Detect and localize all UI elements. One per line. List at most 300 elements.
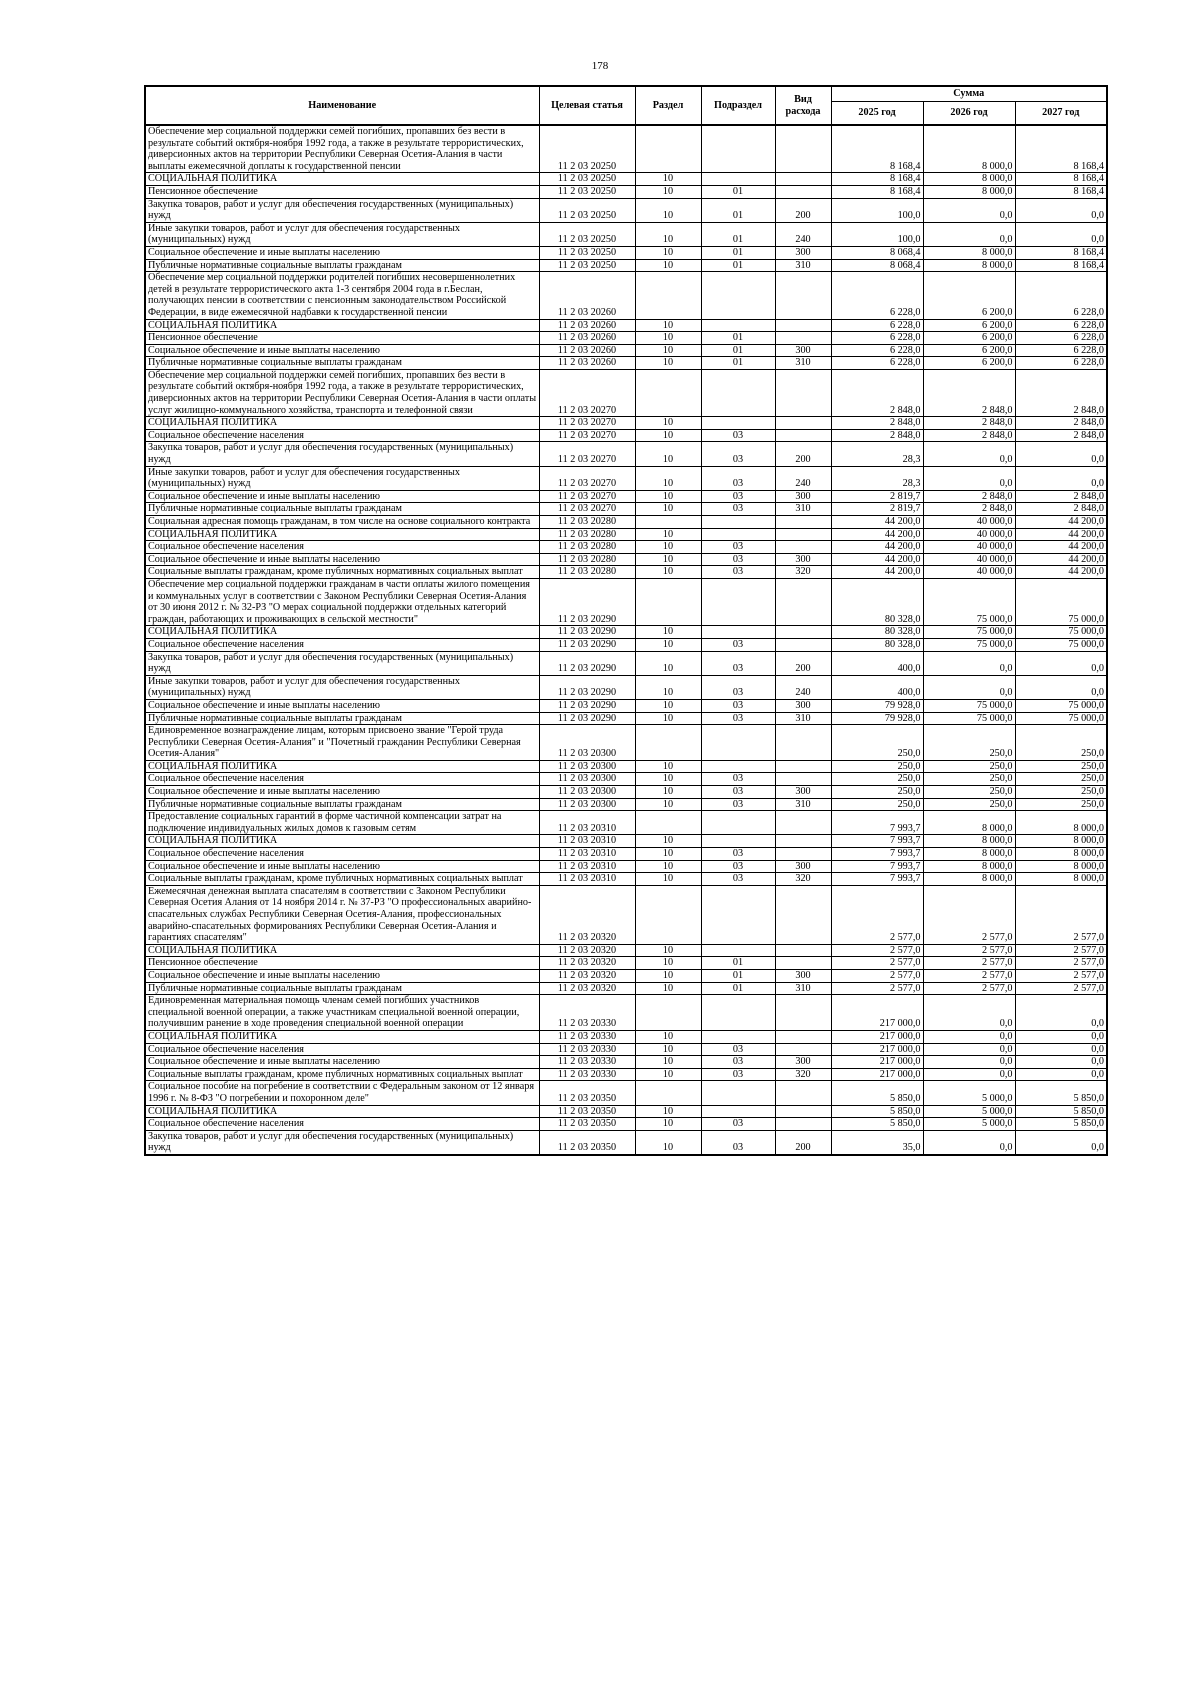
table-row	[145, 873, 1107, 886]
row-sum-2025: 80 328,0	[831, 578, 923, 625]
row-sum-2027: 75 000,0	[1015, 578, 1107, 625]
row-sum-2026: 0,0	[923, 675, 1015, 699]
row-sum-2027: 0,0	[1015, 1068, 1107, 1081]
table-row	[145, 503, 1107, 516]
row-target-article: 11 2 03 20270	[539, 466, 635, 490]
row-expense-type: 310	[775, 357, 831, 370]
row-section	[635, 811, 701, 835]
row-target-article: 11 2 03 20280	[539, 516, 635, 529]
row-sum-2026: 8 000,0	[923, 173, 1015, 186]
row-subsection	[701, 725, 775, 761]
header-expense-type: Вид расхода	[775, 86, 831, 125]
row-sum-2025: 8 168,4	[831, 185, 923, 198]
row-sum-2025: 8 168,4	[831, 125, 923, 173]
row-expense-type: 310	[775, 982, 831, 995]
row-section: 10	[635, 503, 701, 516]
row-target-article: 11 2 03 20290	[539, 699, 635, 712]
row-expense-type: 310	[775, 798, 831, 811]
row-expense-type	[775, 578, 831, 625]
row-section: 10	[635, 626, 701, 639]
row-sum-2026: 8 000,0	[923, 259, 1015, 272]
table-row	[145, 528, 1107, 541]
row-sum-2027: 6 228,0	[1015, 319, 1107, 332]
row-sum-2026: 0,0	[923, 1056, 1015, 1069]
row-sum-2027: 250,0	[1015, 786, 1107, 799]
row-sum-2026: 6 200,0	[923, 319, 1015, 332]
row-sum-2025: 5 850,0	[831, 1081, 923, 1105]
row-expense-type: 320	[775, 1068, 831, 1081]
row-target-article: 11 2 03 20260	[539, 344, 635, 357]
row-section: 10	[635, 429, 701, 442]
row-name: Социальное обеспечение населения	[145, 541, 539, 554]
row-sum-2025: 400,0	[831, 651, 923, 675]
row-sum-2026: 8 000,0	[923, 873, 1015, 886]
row-expense-type: 300	[775, 553, 831, 566]
row-sum-2025: 8 068,4	[831, 259, 923, 272]
row-sum-2025: 6 228,0	[831, 319, 923, 332]
row-target-article: 11 2 03 20290	[539, 638, 635, 651]
row-subsection: 03	[701, 490, 775, 503]
row-subsection: 03	[701, 553, 775, 566]
row-sum-2026: 2 577,0	[923, 885, 1015, 944]
table-row	[145, 185, 1107, 198]
row-name: СОЦИАЛЬНАЯ ПОЛИТИКА	[145, 944, 539, 957]
row-sum-2026: 5 000,0	[923, 1105, 1015, 1118]
row-subsection: 03	[701, 566, 775, 579]
row-sum-2027: 0,0	[1015, 1043, 1107, 1056]
row-sum-2025: 44 200,0	[831, 541, 923, 554]
row-sum-2027: 0,0	[1015, 198, 1107, 222]
row-sum-2025: 217 000,0	[831, 1068, 923, 1081]
row-name: Социальное обеспечение населения	[145, 848, 539, 861]
row-expense-type	[775, 1043, 831, 1056]
row-subsection	[701, 1030, 775, 1043]
row-section: 10	[635, 222, 701, 246]
table-row	[145, 1056, 1107, 1069]
row-section: 10	[635, 1030, 701, 1043]
row-section: 10	[635, 528, 701, 541]
row-name: СОЦИАЛЬНАЯ ПОЛИТИКА	[145, 626, 539, 639]
row-sum-2025: 8 068,4	[831, 246, 923, 259]
row-name: СОЦИАЛЬНАЯ ПОЛИТИКА	[145, 319, 539, 332]
table-row	[145, 173, 1107, 186]
row-section: 10	[635, 1105, 701, 1118]
row-sum-2027: 6 228,0	[1015, 332, 1107, 345]
row-subsection: 03	[701, 848, 775, 861]
row-expense-type	[775, 528, 831, 541]
row-sum-2026: 75 000,0	[923, 712, 1015, 725]
table-row	[145, 699, 1107, 712]
header-sum: Сумма	[831, 86, 1107, 101]
row-expense-type: 300	[775, 969, 831, 982]
row-sum-2026: 6 200,0	[923, 357, 1015, 370]
row-name: Публичные нормативные социальные выплаты гражданам	[145, 798, 539, 811]
row-name: Социальное обеспечение населения	[145, 1043, 539, 1056]
row-sum-2026: 40 000,0	[923, 541, 1015, 554]
row-sum-2025: 28,3	[831, 466, 923, 490]
row-subsection: 03	[701, 1043, 775, 1056]
row-name: СОЦИАЛЬНАЯ ПОЛИТИКА	[145, 760, 539, 773]
table-row	[145, 760, 1107, 773]
row-target-article: 11 2 03 20270	[539, 490, 635, 503]
row-sum-2026: 8 000,0	[923, 860, 1015, 873]
table-row	[145, 429, 1107, 442]
table-body	[145, 125, 1107, 1155]
row-sum-2027: 250,0	[1015, 760, 1107, 773]
row-sum-2027: 8 168,4	[1015, 246, 1107, 259]
row-sum-2025: 2 848,0	[831, 417, 923, 430]
row-target-article: 11 2 03 20270	[539, 369, 635, 416]
row-sum-2025: 2 577,0	[831, 982, 923, 995]
row-expense-type: 300	[775, 246, 831, 259]
row-section: 10	[635, 553, 701, 566]
row-name: Социальные выплаты гражданам, кроме публичных нормативных социальных выплат	[145, 1068, 539, 1081]
row-sum-2025: 28,3	[831, 442, 923, 466]
row-sum-2027: 2 577,0	[1015, 982, 1107, 995]
row-sum-2026: 2 848,0	[923, 503, 1015, 516]
row-expense-type	[775, 944, 831, 957]
row-sum-2026: 2 848,0	[923, 429, 1015, 442]
row-name: Единовременное вознаграждение лицам, которым присвоено звание "Герой труда Республики Северная Осетия-Алания" и "Почетный гражданин Республики Северная Осетия-Алания"	[145, 725, 539, 761]
row-section	[635, 125, 701, 173]
row-subsection: 03	[701, 1056, 775, 1069]
row-target-article: 11 2 03 20250	[539, 222, 635, 246]
row-subsection	[701, 885, 775, 944]
row-target-article: 11 2 03 20300	[539, 798, 635, 811]
row-section: 10	[635, 541, 701, 554]
row-subsection: 03	[701, 1118, 775, 1131]
row-name: Социальное обеспечение и иные выплаты населению	[145, 969, 539, 982]
row-sum-2025: 400,0	[831, 675, 923, 699]
row-sum-2025: 217 000,0	[831, 995, 923, 1031]
table-row	[145, 125, 1107, 173]
row-name: Социальное обеспечение и иные выплаты населению	[145, 344, 539, 357]
row-sum-2026: 8 000,0	[923, 848, 1015, 861]
row-sum-2025: 2 577,0	[831, 944, 923, 957]
row-target-article: 11 2 03 20320	[539, 957, 635, 970]
row-sum-2025: 2 577,0	[831, 969, 923, 982]
row-name: Социальное обеспечение и иные выплаты населению	[145, 490, 539, 503]
row-section: 10	[635, 566, 701, 579]
row-section	[635, 885, 701, 944]
row-target-article: 11 2 03 20270	[539, 417, 635, 430]
table-row	[145, 553, 1107, 566]
row-target-article: 11 2 03 20250	[539, 185, 635, 198]
row-sum-2026: 250,0	[923, 725, 1015, 761]
row-sum-2025: 80 328,0	[831, 638, 923, 651]
row-sum-2027: 44 200,0	[1015, 566, 1107, 579]
table-row	[145, 566, 1107, 579]
row-subsection: 03	[701, 429, 775, 442]
row-subsection: 01	[701, 185, 775, 198]
row-name: Пенсионное обеспечение	[145, 332, 539, 345]
row-sum-2027: 250,0	[1015, 725, 1107, 761]
header-subsection: Подраздел	[701, 86, 775, 125]
row-name: Социальное обеспечение населения	[145, 429, 539, 442]
row-section: 10	[635, 198, 701, 222]
row-sum-2025: 5 850,0	[831, 1118, 923, 1131]
row-expense-type	[775, 811, 831, 835]
row-sum-2027: 75 000,0	[1015, 626, 1107, 639]
row-sum-2027: 2 577,0	[1015, 885, 1107, 944]
row-sum-2027: 75 000,0	[1015, 712, 1107, 725]
row-sum-2026: 0,0	[923, 651, 1015, 675]
row-subsection	[701, 811, 775, 835]
row-section: 10	[635, 332, 701, 345]
row-expense-type	[775, 272, 831, 319]
table-row	[145, 885, 1107, 944]
row-sum-2026: 2 848,0	[923, 417, 1015, 430]
row-sum-2026: 40 000,0	[923, 566, 1015, 579]
row-target-article: 11 2 03 20350	[539, 1105, 635, 1118]
row-expense-type: 300	[775, 786, 831, 799]
row-sum-2025: 217 000,0	[831, 1030, 923, 1043]
row-target-article: 11 2 03 20260	[539, 272, 635, 319]
row-subsection	[701, 1105, 775, 1118]
row-name: СОЦИАЛЬНАЯ ПОЛИТИКА	[145, 173, 539, 186]
row-name: Социальная адресная помощь гражданам, в том числе на основе социального контракта	[145, 516, 539, 529]
row-target-article: 11 2 03 20320	[539, 969, 635, 982]
table-row	[145, 675, 1107, 699]
row-sum-2026: 0,0	[923, 442, 1015, 466]
row-name: Социальное обеспечение населения	[145, 773, 539, 786]
row-sum-2025: 100,0	[831, 222, 923, 246]
row-sum-2026: 0,0	[923, 198, 1015, 222]
row-sum-2026: 250,0	[923, 786, 1015, 799]
row-sum-2027: 250,0	[1015, 798, 1107, 811]
row-subsection: 03	[701, 1068, 775, 1081]
row-sum-2027: 0,0	[1015, 1056, 1107, 1069]
table-row	[145, 638, 1107, 651]
row-section: 10	[635, 835, 701, 848]
row-target-article: 11 2 03 20290	[539, 651, 635, 675]
row-section: 10	[635, 173, 701, 186]
row-sum-2027: 2 848,0	[1015, 369, 1107, 416]
row-sum-2025: 44 200,0	[831, 528, 923, 541]
row-target-article: 11 2 03 20270	[539, 429, 635, 442]
row-subsection: 03	[701, 651, 775, 675]
row-section	[635, 995, 701, 1031]
row-sum-2026: 2 848,0	[923, 369, 1015, 416]
row-section: 10	[635, 969, 701, 982]
row-target-article: 11 2 03 20350	[539, 1081, 635, 1105]
row-section	[635, 1081, 701, 1105]
row-name: Закупка товаров, работ и услуг для обеспечения государственных (муниципальных) нужд	[145, 198, 539, 222]
row-sum-2027: 8 168,4	[1015, 185, 1107, 198]
row-sum-2027: 0,0	[1015, 466, 1107, 490]
row-sum-2027: 250,0	[1015, 773, 1107, 786]
row-sum-2025: 79 928,0	[831, 712, 923, 725]
row-sum-2026: 0,0	[923, 222, 1015, 246]
row-sum-2027: 0,0	[1015, 222, 1107, 246]
row-name: Обеспечение мер социальной поддержки семей погибших, пропавших без вести в результате событий октября-ноября 1992 года, а также в результате террористических, диверсионных актов на территории Республики Северная Осетия-Алания в части оплаты услуг жилищно-коммунального хозяйства, транспорта и телефонной связи	[145, 369, 539, 416]
row-expense-type	[775, 773, 831, 786]
row-sum-2025: 79 928,0	[831, 699, 923, 712]
row-sum-2027: 44 200,0	[1015, 541, 1107, 554]
row-section	[635, 369, 701, 416]
row-subsection: 01	[701, 259, 775, 272]
table-row	[145, 466, 1107, 490]
row-target-article: 11 2 03 20260	[539, 319, 635, 332]
row-sum-2026: 8 000,0	[923, 246, 1015, 259]
row-section: 10	[635, 651, 701, 675]
row-section: 10	[635, 417, 701, 430]
row-expense-type: 300	[775, 860, 831, 873]
table-row	[145, 786, 1107, 799]
row-sum-2026: 2 577,0	[923, 957, 1015, 970]
row-section: 10	[635, 490, 701, 503]
row-expense-type: 200	[775, 442, 831, 466]
row-expense-type	[775, 638, 831, 651]
row-sum-2026: 250,0	[923, 798, 1015, 811]
row-sum-2027: 44 200,0	[1015, 516, 1107, 529]
row-sum-2025: 6 228,0	[831, 344, 923, 357]
budget-table	[144, 85, 1108, 1156]
row-sum-2026: 40 000,0	[923, 516, 1015, 529]
row-sum-2027: 0,0	[1015, 1130, 1107, 1155]
row-target-article: 11 2 03 20300	[539, 760, 635, 773]
row-sum-2025: 250,0	[831, 773, 923, 786]
row-section: 10	[635, 982, 701, 995]
row-target-article: 11 2 03 20280	[539, 528, 635, 541]
row-subsection: 03	[701, 712, 775, 725]
row-expense-type: 320	[775, 566, 831, 579]
row-expense-type: 200	[775, 198, 831, 222]
row-name: Публичные нормативные социальные выплаты гражданам	[145, 357, 539, 370]
row-name: СОЦИАЛЬНАЯ ПОЛИТИКА	[145, 835, 539, 848]
row-section: 10	[635, 466, 701, 490]
table-row	[145, 712, 1107, 725]
row-target-article: 11 2 03 20250	[539, 198, 635, 222]
row-target-article: 11 2 03 20310	[539, 860, 635, 873]
row-sum-2027: 75 000,0	[1015, 699, 1107, 712]
row-target-article: 11 2 03 20310	[539, 811, 635, 835]
row-sum-2025: 35,0	[831, 1130, 923, 1155]
row-sum-2025: 7 993,7	[831, 835, 923, 848]
row-target-article: 11 2 03 20300	[539, 773, 635, 786]
row-target-article: 11 2 03 20330	[539, 1043, 635, 1056]
row-section: 10	[635, 319, 701, 332]
row-sum-2027: 2 848,0	[1015, 503, 1107, 516]
table-header	[145, 86, 1107, 125]
row-sum-2025: 44 200,0	[831, 553, 923, 566]
row-section: 10	[635, 1056, 701, 1069]
table-row	[145, 725, 1107, 761]
table-row	[145, 773, 1107, 786]
row-sum-2026: 8 000,0	[923, 811, 1015, 835]
row-target-article: 11 2 03 20310	[539, 873, 635, 886]
row-subsection	[701, 369, 775, 416]
row-expense-type	[775, 1118, 831, 1131]
row-section: 10	[635, 873, 701, 886]
row-sum-2025: 2 848,0	[831, 369, 923, 416]
table-row	[145, 541, 1107, 554]
row-expense-type	[775, 995, 831, 1031]
row-subsection	[701, 944, 775, 957]
row-section	[635, 516, 701, 529]
row-expense-type	[775, 835, 831, 848]
row-section: 10	[635, 798, 701, 811]
row-expense-type: 300	[775, 699, 831, 712]
row-expense-type	[775, 429, 831, 442]
table-row	[145, 1030, 1107, 1043]
row-subsection: 01	[701, 957, 775, 970]
row-subsection: 03	[701, 699, 775, 712]
row-expense-type: 240	[775, 466, 831, 490]
row-target-article: 11 2 03 20270	[539, 503, 635, 516]
row-expense-type	[775, 848, 831, 861]
row-subsection	[701, 417, 775, 430]
row-expense-type: 240	[775, 675, 831, 699]
row-name: Публичные нормативные социальные выплаты гражданам	[145, 982, 539, 995]
row-target-article: 11 2 03 20320	[539, 982, 635, 995]
row-name: Предоставление социальных гарантий в форме частичной компенсации затрат на подключение индивидуальных жилых домов к газовым сетям	[145, 811, 539, 835]
row-target-article: 11 2 03 20260	[539, 332, 635, 345]
row-sum-2027: 2 577,0	[1015, 944, 1107, 957]
row-sum-2026: 75 000,0	[923, 638, 1015, 651]
header-name: Наименование	[145, 86, 539, 125]
table-row	[145, 995, 1107, 1031]
row-sum-2026: 8 000,0	[923, 185, 1015, 198]
row-name: Публичные нормативные социальные выплаты гражданам	[145, 503, 539, 516]
row-section: 10	[635, 944, 701, 957]
row-expense-type	[775, 1081, 831, 1105]
row-sum-2025: 2 848,0	[831, 429, 923, 442]
row-sum-2025: 80 328,0	[831, 626, 923, 639]
row-sum-2025: 7 993,7	[831, 848, 923, 861]
row-subsection: 01	[701, 982, 775, 995]
row-sum-2027: 5 850,0	[1015, 1105, 1107, 1118]
row-expense-type	[775, 626, 831, 639]
row-sum-2027: 0,0	[1015, 675, 1107, 699]
row-name: Социальные выплаты гражданам, кроме публичных нормативных социальных выплат	[145, 873, 539, 886]
row-name: Пенсионное обеспечение	[145, 957, 539, 970]
row-sum-2027: 5 850,0	[1015, 1118, 1107, 1131]
row-sum-2026: 0,0	[923, 466, 1015, 490]
row-expense-type: 320	[775, 873, 831, 886]
row-sum-2027: 6 228,0	[1015, 272, 1107, 319]
table-row	[145, 982, 1107, 995]
table-row	[145, 1105, 1107, 1118]
table-row	[145, 332, 1107, 345]
row-target-article: 11 2 03 20270	[539, 442, 635, 466]
row-sum-2026: 6 200,0	[923, 344, 1015, 357]
row-expense-type	[775, 185, 831, 198]
row-expense-type	[775, 541, 831, 554]
row-expense-type	[775, 332, 831, 345]
table-row	[145, 578, 1107, 625]
row-expense-type	[775, 319, 831, 332]
row-sum-2027: 44 200,0	[1015, 553, 1107, 566]
row-sum-2027: 2 848,0	[1015, 417, 1107, 430]
row-target-article: 11 2 03 20310	[539, 835, 635, 848]
row-section: 10	[635, 442, 701, 466]
row-sum-2026: 6 200,0	[923, 272, 1015, 319]
row-subsection	[701, 319, 775, 332]
row-sum-2025: 2 819,7	[831, 503, 923, 516]
row-subsection: 03	[701, 541, 775, 554]
table-row	[145, 1118, 1107, 1131]
row-sum-2026: 5 000,0	[923, 1081, 1015, 1105]
row-subsection: 03	[701, 786, 775, 799]
table-row	[145, 442, 1107, 466]
row-expense-type: 200	[775, 651, 831, 675]
row-expense-type: 310	[775, 712, 831, 725]
row-sum-2025: 6 228,0	[831, 332, 923, 345]
table-row	[145, 1081, 1107, 1105]
row-sum-2027: 44 200,0	[1015, 528, 1107, 541]
row-section: 10	[635, 1043, 701, 1056]
